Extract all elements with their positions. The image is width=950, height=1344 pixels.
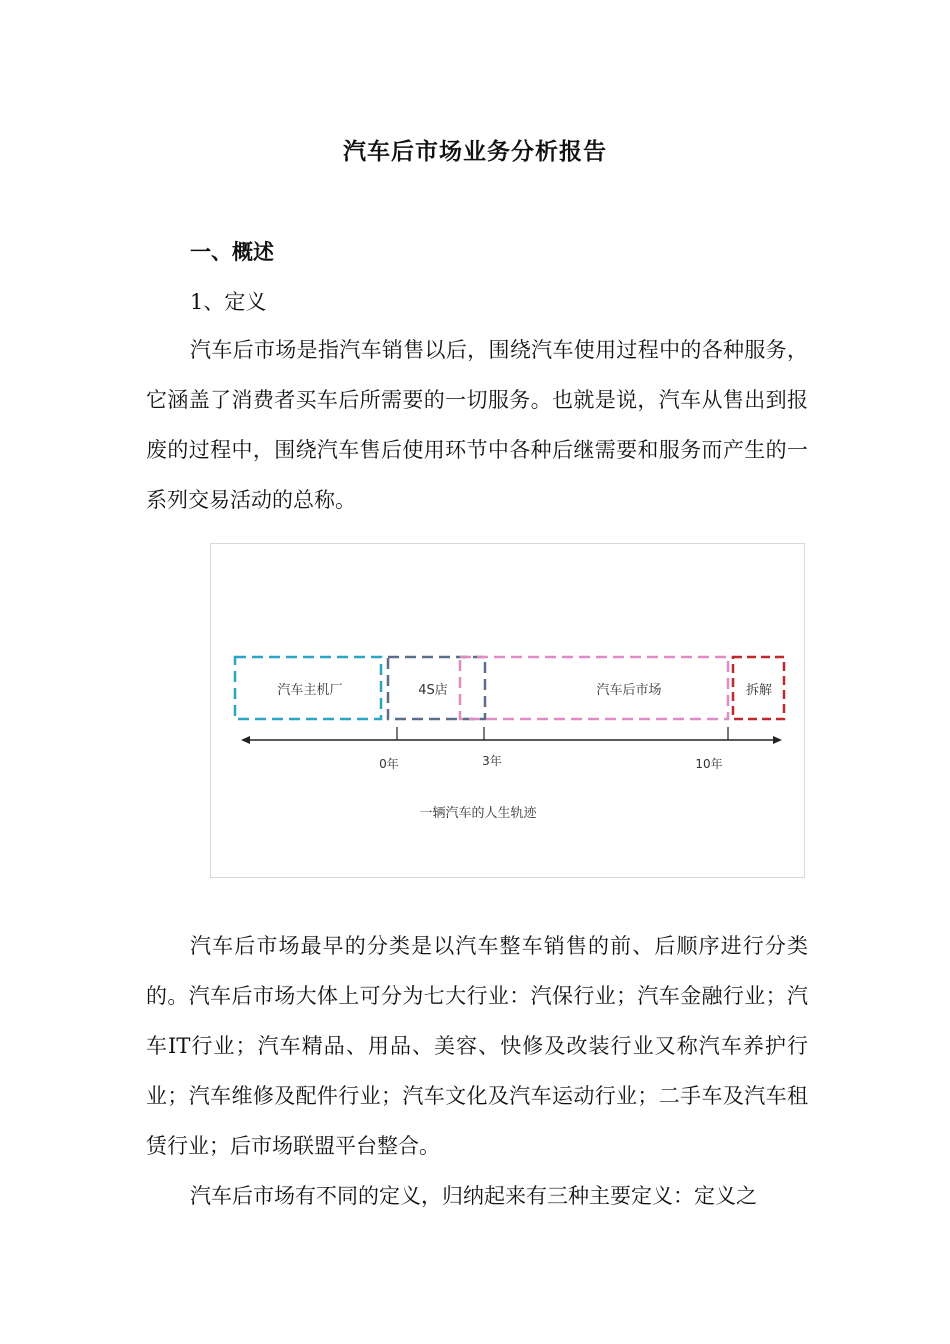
lifecycle-diagram [211,544,804,877]
tick-label-0: 0年 [379,757,399,771]
document-title: 汽车后市场业务分析报告 [343,138,607,165]
figure-caption: 一辆汽车的人生轨迹 [419,806,537,821]
tick-label-10: 10年 [695,757,723,771]
segment-aftermarket-label: 汽车后市场 [596,683,662,698]
paragraph-definitions-intro: 汽车后市场有不同的定义，归纳起来有三种主要定义：定义之 [190,1184,757,1208]
timeline-arrow-left [241,736,250,744]
section-heading: 一、概述 [190,239,274,264]
timeline-arrow-right [773,736,782,744]
segment-oem-label: 汽车主机厂 [277,683,343,698]
segment-4s-label: 4S店 [418,683,448,698]
lifecycle-figure [210,543,805,878]
paragraph-classification: 汽车后市场最早的分类是以汽车整车销售的前、后顺序进行分类的。汽车后市场大体上可分为七大行业：汽保行业；汽车金融行业；汽车IT行业；汽车精品、用品、美容、快修及改装行业又称汽车养护行业；汽车维修及配件行业；汽车文化及汽车运动行业；二手车及汽车租赁行业；后市场联盟平台整合。 [146,934,808,1158]
paragraph-definition: 汽车后市场是指汽车销售以后，围绕汽车使用过程中的各种服务，它涵盖了消费者买车后所需要的一切服务。也就是说，汽车从售出到报废的过程中，围绕汽车售后使用环节中各种后继需要和服务而产生的一系列交易活动的总称。 [146,338,808,512]
tick-label-3: 3年 [482,754,502,768]
segment-dismantle-label: 拆解 [745,683,773,698]
subsection-heading: 1、定义 [190,290,267,314]
segment-aftermarket-box [460,657,728,719]
